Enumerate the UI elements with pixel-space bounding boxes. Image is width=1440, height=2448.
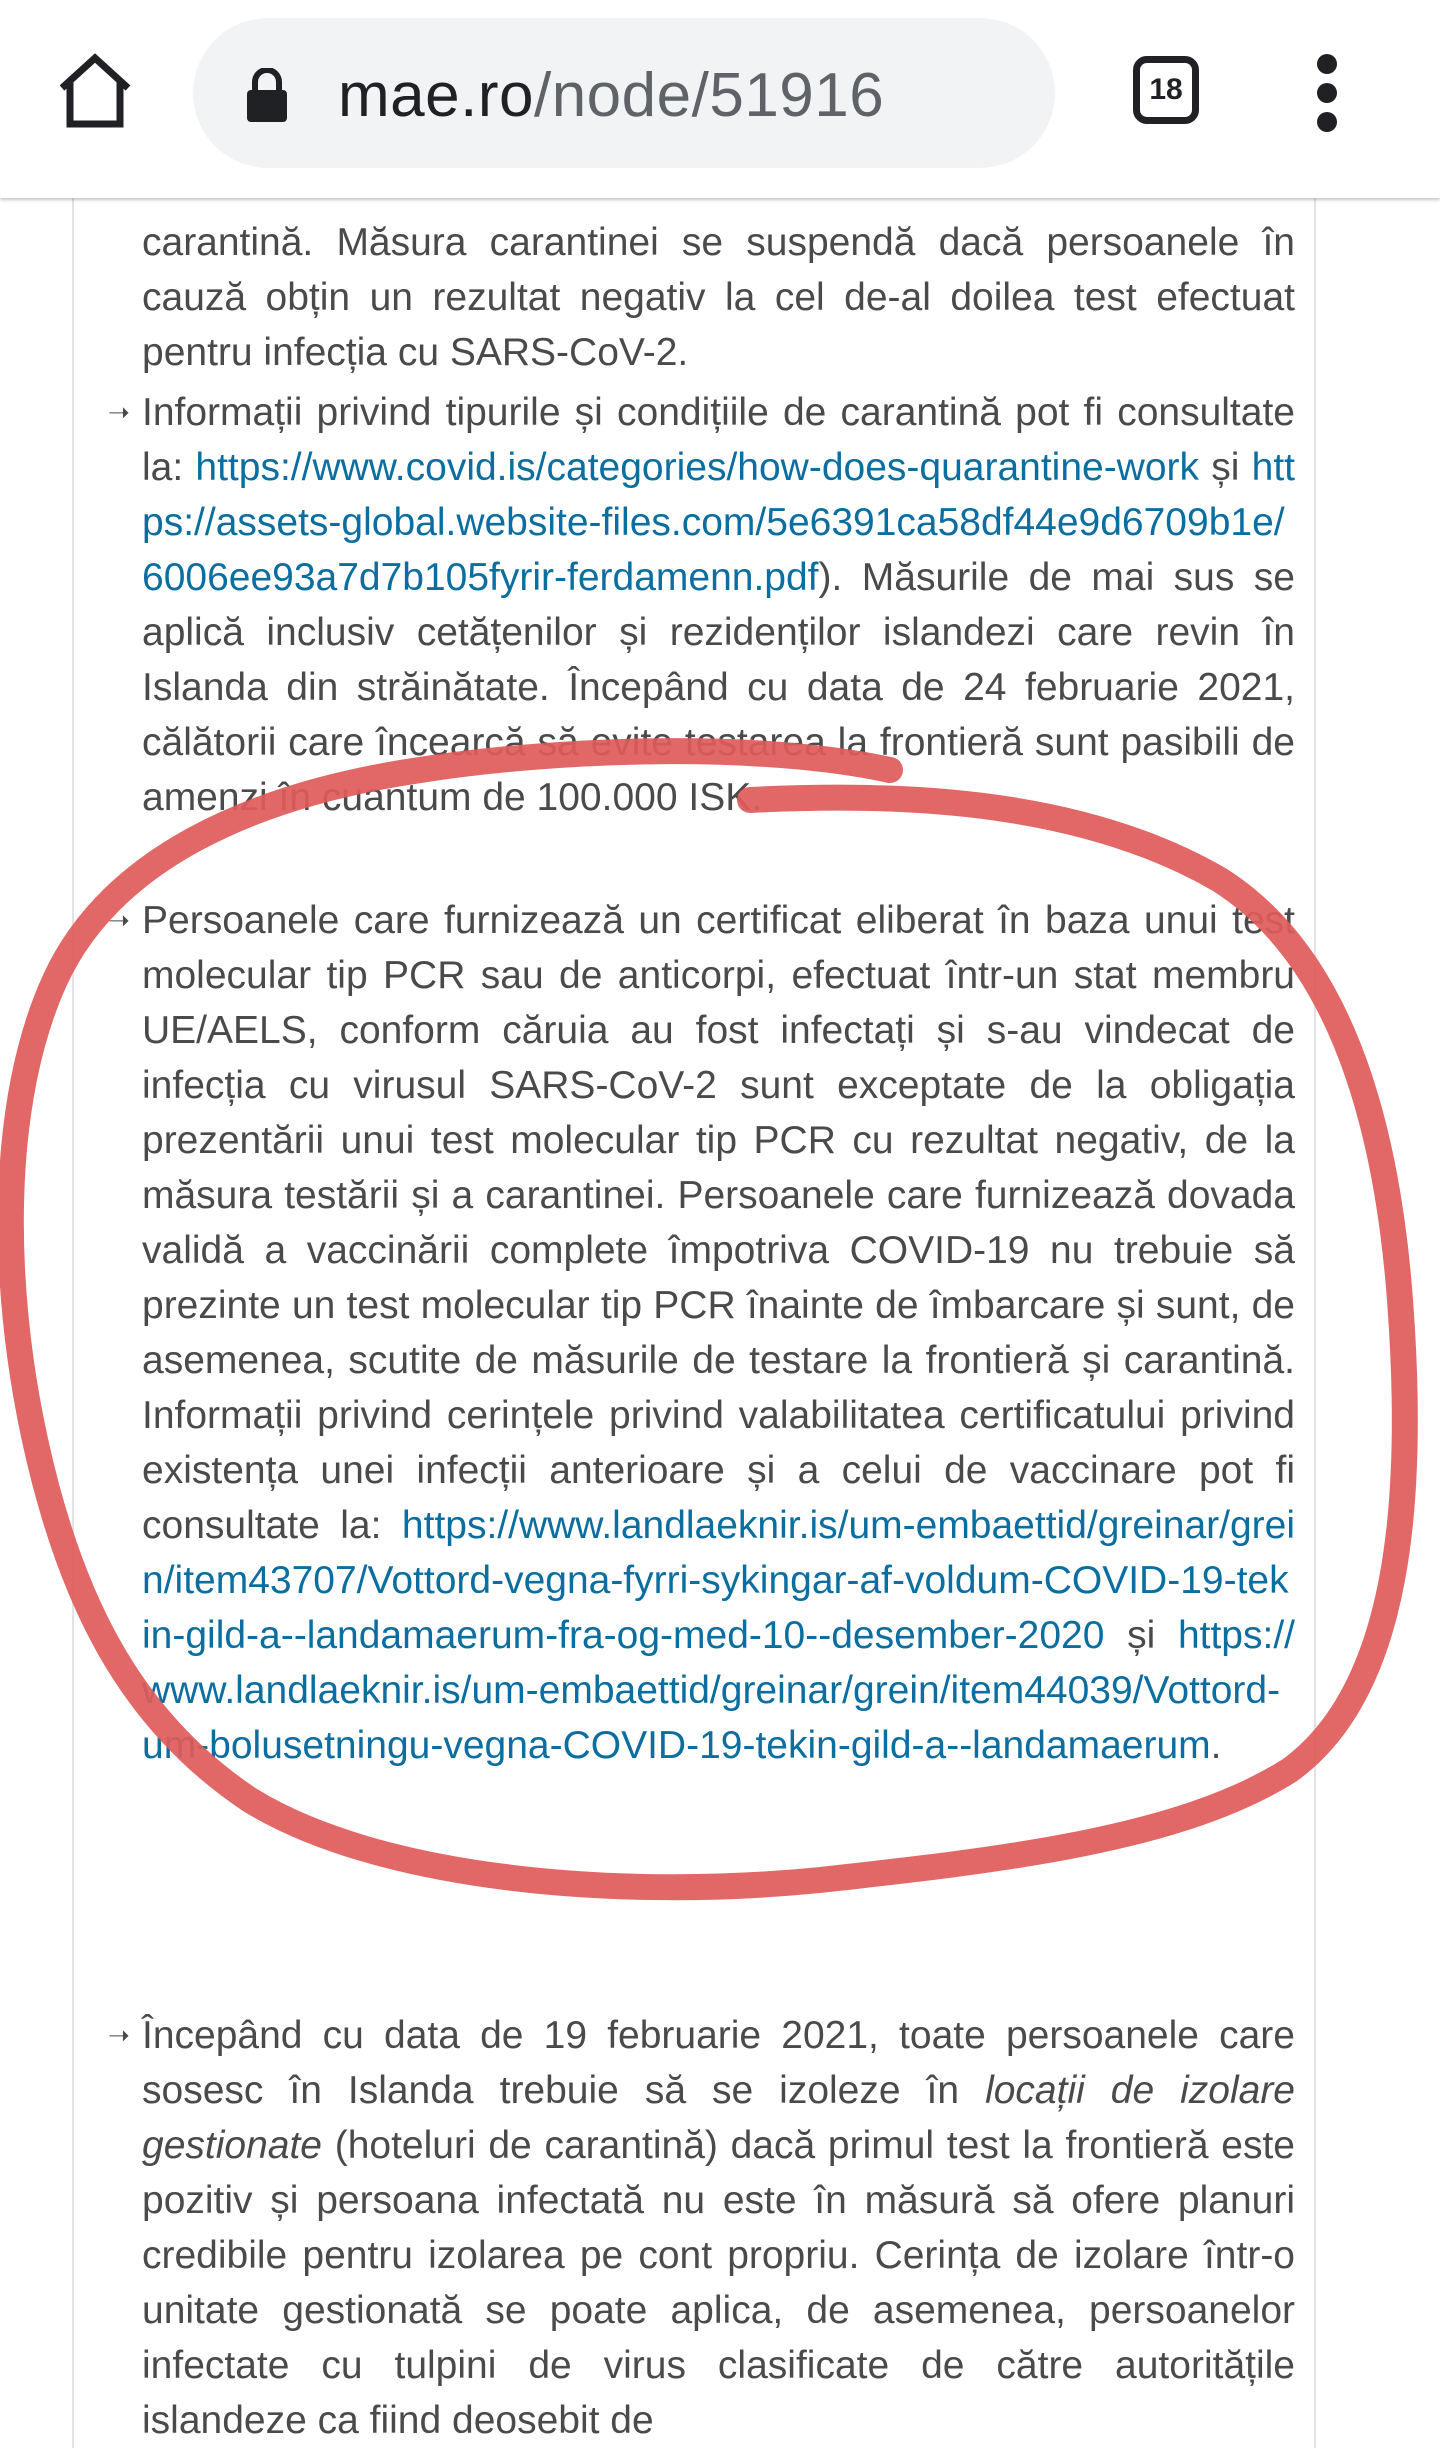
arrow-right-icon: ➝ [108, 397, 130, 427]
list-item-quarantine-info [142, 385, 1295, 825]
url-domain: mae.ro [338, 61, 534, 130]
arrow-right-icon: ➝ [108, 2020, 130, 2050]
link-landlaeknir-prior-infection[interactable]: https://www.landlaeknir.is/um-embaettid/greinar/grein/item43707/Vottord-vegna-fyrri-sykingar-af-voldum-COVID-19-tekin-gild-a--landamaerum-fra-og-med-10--desember-2020 [142, 1504, 1295, 1657]
paragraph-text: și [1104, 1614, 1178, 1657]
paragraph-text: Începând cu data de 19 februarie 2021, toate persoanele care sosesc în Islanda trebuie să se izoleze în [142, 2014, 1295, 2112]
paragraph-text: . [1210, 1724, 1222, 1767]
link-covid-is[interactable]: https://www.covid.is/categories/how-does-quarantine-work [195, 446, 1200, 489]
paragraph-text: ). Măsurile de mai sus se aplică inclusiv cetățenilor și rezidenților islandezi care revin în Islanda din străinătate. Începând cu data de 24 februarie 2021, călătorii care încearcă să evite testarea la frontieră sunt pasibili de amenzi în cuantum de 100.000 ISK. [142, 556, 1295, 819]
paragraph-quarantine-suspension [142, 215, 1295, 380]
url-path: /node/51916 [533, 61, 885, 130]
paragraph-text: (hoteluri de carantină) dacă primul test la frontieră este pozitiv și persoana infectată nu este în măsură să ofere planuri credibile pentru izolarea pe cont propriu. Cerința de izolare într-o unitate gestionată se poate aplica, de asemenea, persoanelor infectate cu tulpini de virus clasificate de către autoritățile islandeze ca fiind deosebit de [142, 2124, 1295, 2442]
list-item-managed-isolation [142, 2008, 1295, 2448]
link-landlaeknir-vaccination[interactable]: https://www.landlaeknir.is/um-embaettid/greinar/grein/item44039/Vottord-um-bolusetningu-vegna-COVID-19-tekin-gild-a--landamaerum [142, 1614, 1295, 1767]
home-icon [54, 50, 136, 132]
link-assets-pdf[interactable]: https://assets-global.website-files.com/5e6391ca58df44e9d6709b1e/6006ee93a7d7b105fyrir-ferdamenn.pdf [142, 446, 1295, 599]
paragraph-text-italic: locații de izolare gestionate [142, 2069, 1295, 2167]
home-button[interactable] [54, 50, 136, 132]
arrow-right-icon: ➝ [108, 905, 130, 935]
lock-icon [245, 68, 289, 122]
paragraph-text: Informații privind tipurile și condițiile de carantină pot fi consultate la: [142, 391, 1295, 489]
browser-toolbar [0, 0, 1440, 198]
address-bar[interactable] [193, 18, 1055, 168]
more-vert-icon[interactable] [1310, 50, 1346, 136]
url-text[interactable] [338, 60, 884, 132]
list-item-certificate-exemption [142, 893, 1295, 1773]
tab-switcher-button[interactable] [1133, 56, 1199, 124]
paragraph-text: carantină. Măsura carantinei se suspendă dacă persoanele în cauză obțin un rezultat negativ la cel de-al doilea test efectuat pentru infecția cu SARS-CoV-2. [142, 221, 1295, 374]
tab-count: 18 [1149, 73, 1183, 106]
paragraph-text: Persoanele care furnizează un certificat eliberat în baza unui test molecular tip PCR sau de anticorpi, efectuat într-un stat membru UE/AELS, conform căruia au fost infectați și s-au vindecat de infecția cu virusul SARS-CoV-2 sunt exceptate de la obligația prezentării unui test molecular tip PCR cu rezultat negativ, de la măsura testării și a carantinei. Persoanele care furnizează dovada validă a vaccinării complete împotriva COVID-19 nu trebuie să prezinte un test molecular tip PCR înainte de îmbarcare și sunt, de asemenea, scutite de măsurile de testare la frontieră și carantină. Informații privind cerințele privind valabilitatea certificatului privind existența unei infecții anterioare și a celui de vaccinare pot fi consultate la: [142, 899, 1295, 1547]
paragraph-text: și [1199, 446, 1252, 489]
